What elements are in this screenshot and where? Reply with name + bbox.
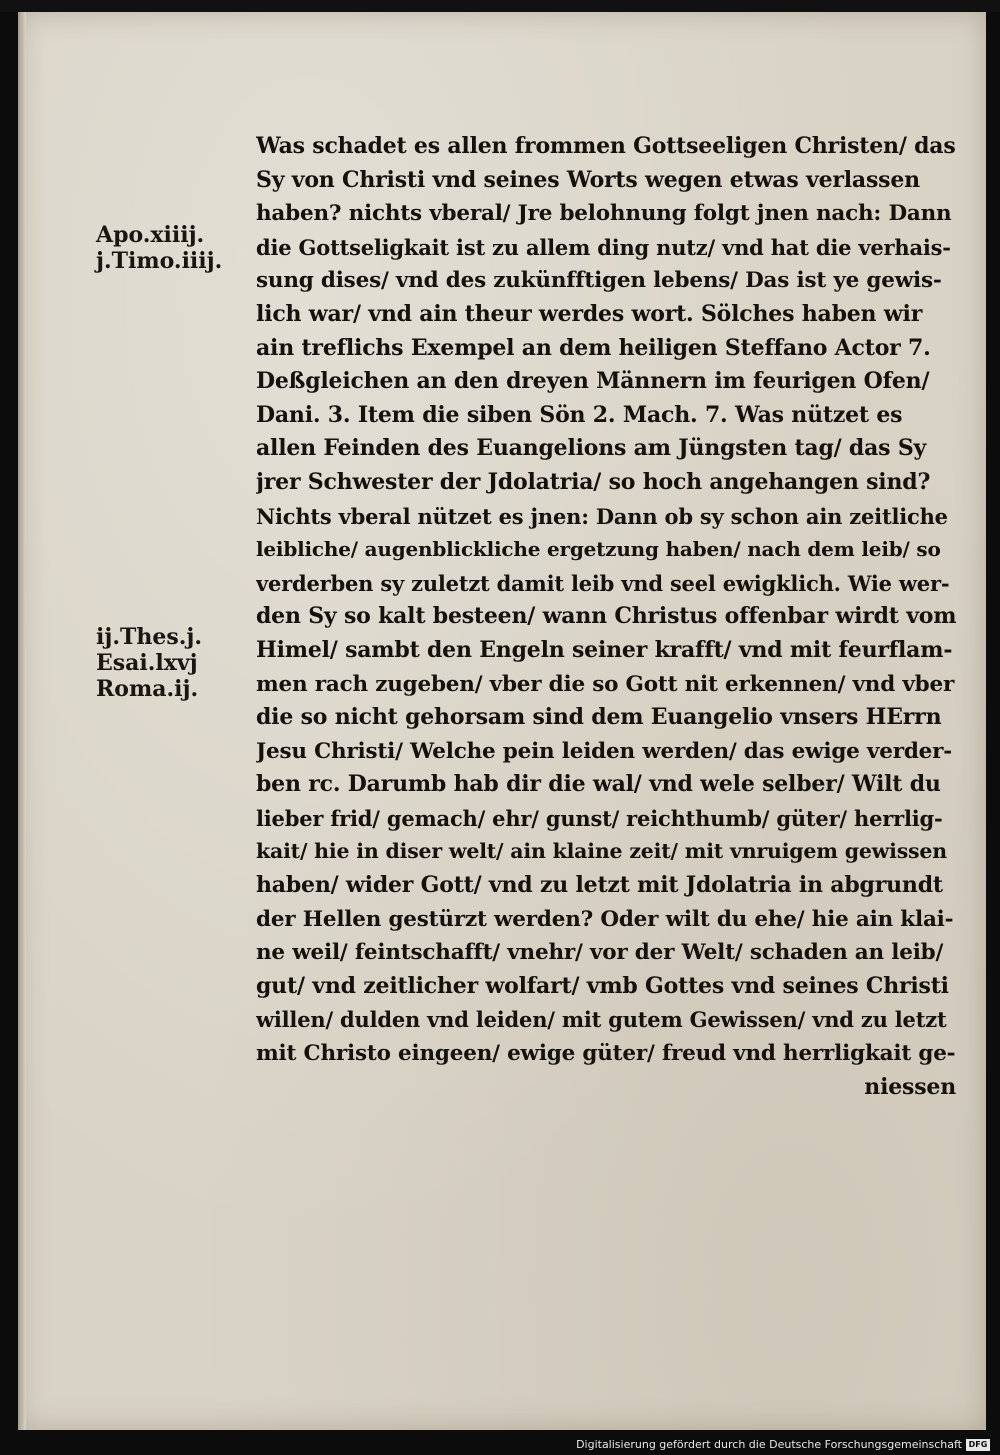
margin-note-group-2 — [96, 624, 202, 702]
text-line: ben rc. Darumb hab dir die wal/ vnd wele selber/ Wilt du — [256, 771, 941, 798]
text-line: gut/ vnd zeitlicher wolfart/ vmb Gottes vnd seines Christi — [256, 972, 949, 999]
margin-note-line: Roma.ij. — [96, 676, 199, 702]
text-line: kait/ hie in diser welt/ ain klaine zeit/ mit vnruigem gewissen — [256, 839, 947, 864]
text-line: lieber frid/ gemach/ ehr/ gunst/ reichthumb/ güter/ herrlig- — [256, 805, 943, 831]
margin-note-group-1 — [96, 222, 222, 274]
text-line: haben/ wider Gott/ vnd zu letzt mit Jdolatria in abgrundt — [256, 872, 943, 899]
text-line: Dani. 3. Item die siben Sön 2. Mach. 7. Was nützet es — [256, 401, 903, 428]
text-line: Sy von Christi vnd seines Worts wegen etwas verlassen — [256, 166, 920, 193]
text-line: ne weil/ feintschafft/ vnehr/ vor der Welt/ schaden an leib/ — [256, 940, 944, 966]
catchword: niessen — [864, 1073, 956, 1100]
text-line: mit Christo eingeen/ ewige güter/ freud vnd herrligkait ge- — [256, 1041, 956, 1067]
text-line: leibliche/ augenblickliche ergetzung haben/ nach dem leib/ so — [256, 537, 941, 562]
dfg-logo: DFG — [966, 1439, 990, 1451]
text-line: den Sy so kalt besteen/ wann Christus offenbar wirdt vom — [256, 603, 956, 630]
text-line: Himel/ sambt den Engeln seiner krafft/ vnd mit feurflam- — [256, 636, 953, 663]
text-line: haben? nichts vberal/ Jre belohnung folgt jnen nach: Dann — [256, 201, 952, 227]
text-line: Jesu Christi/ Welche pein leiden werden/ das ewige verder- — [256, 738, 952, 764]
text-line: Nichts vberal nützet es jnen: Dann ob sy schon ain zeitliche — [256, 503, 948, 529]
text-line: verderben sy zuletzt damit leib vnd seel ewigklich. Wie wer- — [256, 570, 950, 596]
text-line: sung dises/ vnd des zukünfftigen lebens/ Das ist ye gewis- — [256, 268, 942, 294]
scan-top-edge — [0, 0, 1000, 12]
text-line: Deßgleichen an den dreyen Männern im feurigen Ofen/ — [256, 368, 930, 395]
text-line: ain treflichs Exempel an dem heiligen Steffano Actor 7. — [256, 334, 931, 361]
body-text-block — [256, 130, 956, 1104]
text-line: jrer Schwester der Jdolatria/ so hoch angehangen sind? — [256, 468, 931, 495]
margin-note-line: ij.Thes.j. — [96, 624, 203, 650]
page-spine-shadow — [18, 12, 26, 1430]
text-line: allen Feinden des Euangelions am Jüngsten tag/ das Sy — [256, 435, 927, 462]
margin-note-line: Apo.xiiij. — [96, 222, 205, 248]
margin-note-line: j.Timo.iiij. — [96, 248, 223, 274]
text-line: willen/ dulden vnd leiden/ mit gutem Gewissen/ vnd zu letzt — [256, 1007, 947, 1033]
digitization-credit: Digitalisierung gefördert durch die Deutsche Forschungsgemeinschaft — [576, 1438, 962, 1451]
text-line: men rach zugeben/ vber die so Gott nit erkennen/ vnd vber — [256, 671, 955, 697]
text-line: die so nicht gehorsam sind dem Euangelio vnsers HErrn — [256, 704, 942, 731]
margin-note-line: Esai.lxvj — [96, 650, 198, 676]
text-line: die Gottseligkait ist zu allem ding nutz/ vnd hat die verhais- — [256, 234, 951, 260]
text-line: Was schadet es allen frommen Gottseeligen Christen/ das — [256, 133, 956, 159]
text-line: der Hellen gestürzt werden? Oder wilt du ehe/ hie ain klai- — [256, 906, 954, 932]
text-line: lich war/ vnd ain theur werdes wort. Sölches haben wir — [256, 300, 923, 327]
